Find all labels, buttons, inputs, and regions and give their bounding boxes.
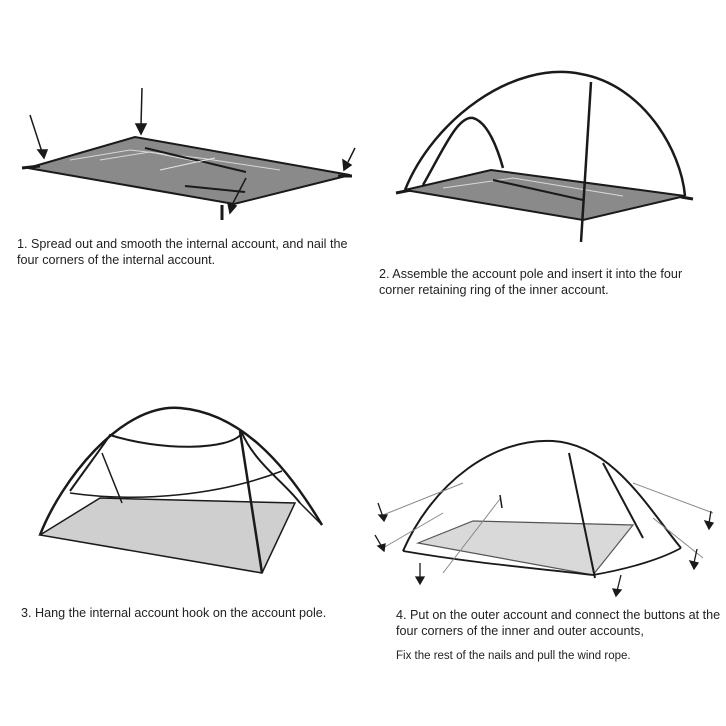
corner-stake [22, 166, 40, 168]
center-guy-stake [500, 495, 502, 508]
step-4-panel [363, 363, 726, 726]
step-2-illustration [363, 0, 726, 363]
step-1-panel [0, 0, 363, 363]
step-3-text: 3. Hang the internal account hook on the account pole. [21, 606, 327, 620]
step-3-caption [21, 605, 361, 621]
corner-stake [681, 197, 693, 199]
corner-stake [396, 190, 411, 193]
step-4-extra-text: Fix the rest of the nails and pull the wind rope. [396, 650, 631, 662]
inner-tent-edge [102, 453, 122, 503]
step-3-illustration [0, 363, 363, 726]
tent-pole [70, 433, 300, 503]
step-3-panel [0, 363, 363, 726]
step-4-caption [396, 607, 721, 664]
step-1-illustration [0, 0, 363, 363]
step-1-text: 1. Spread out and smooth the internal account, and nail the four corners of the internal account. [17, 237, 348, 267]
step-1-caption [17, 236, 357, 268]
step-2-panel [363, 0, 726, 363]
step-4-text: 4. Put on the outer account and connect the buttons at the four corners of the inner and outer accounts, [396, 608, 721, 638]
inner-tent-floor [405, 170, 685, 220]
step-4-illustration [363, 363, 726, 726]
inner-tent-floor [28, 137, 350, 204]
step-2-text: 2. Assemble the account pole and insert it into the four corner retaining ring of the inner account. [379, 267, 683, 297]
step-2-caption [379, 266, 719, 298]
